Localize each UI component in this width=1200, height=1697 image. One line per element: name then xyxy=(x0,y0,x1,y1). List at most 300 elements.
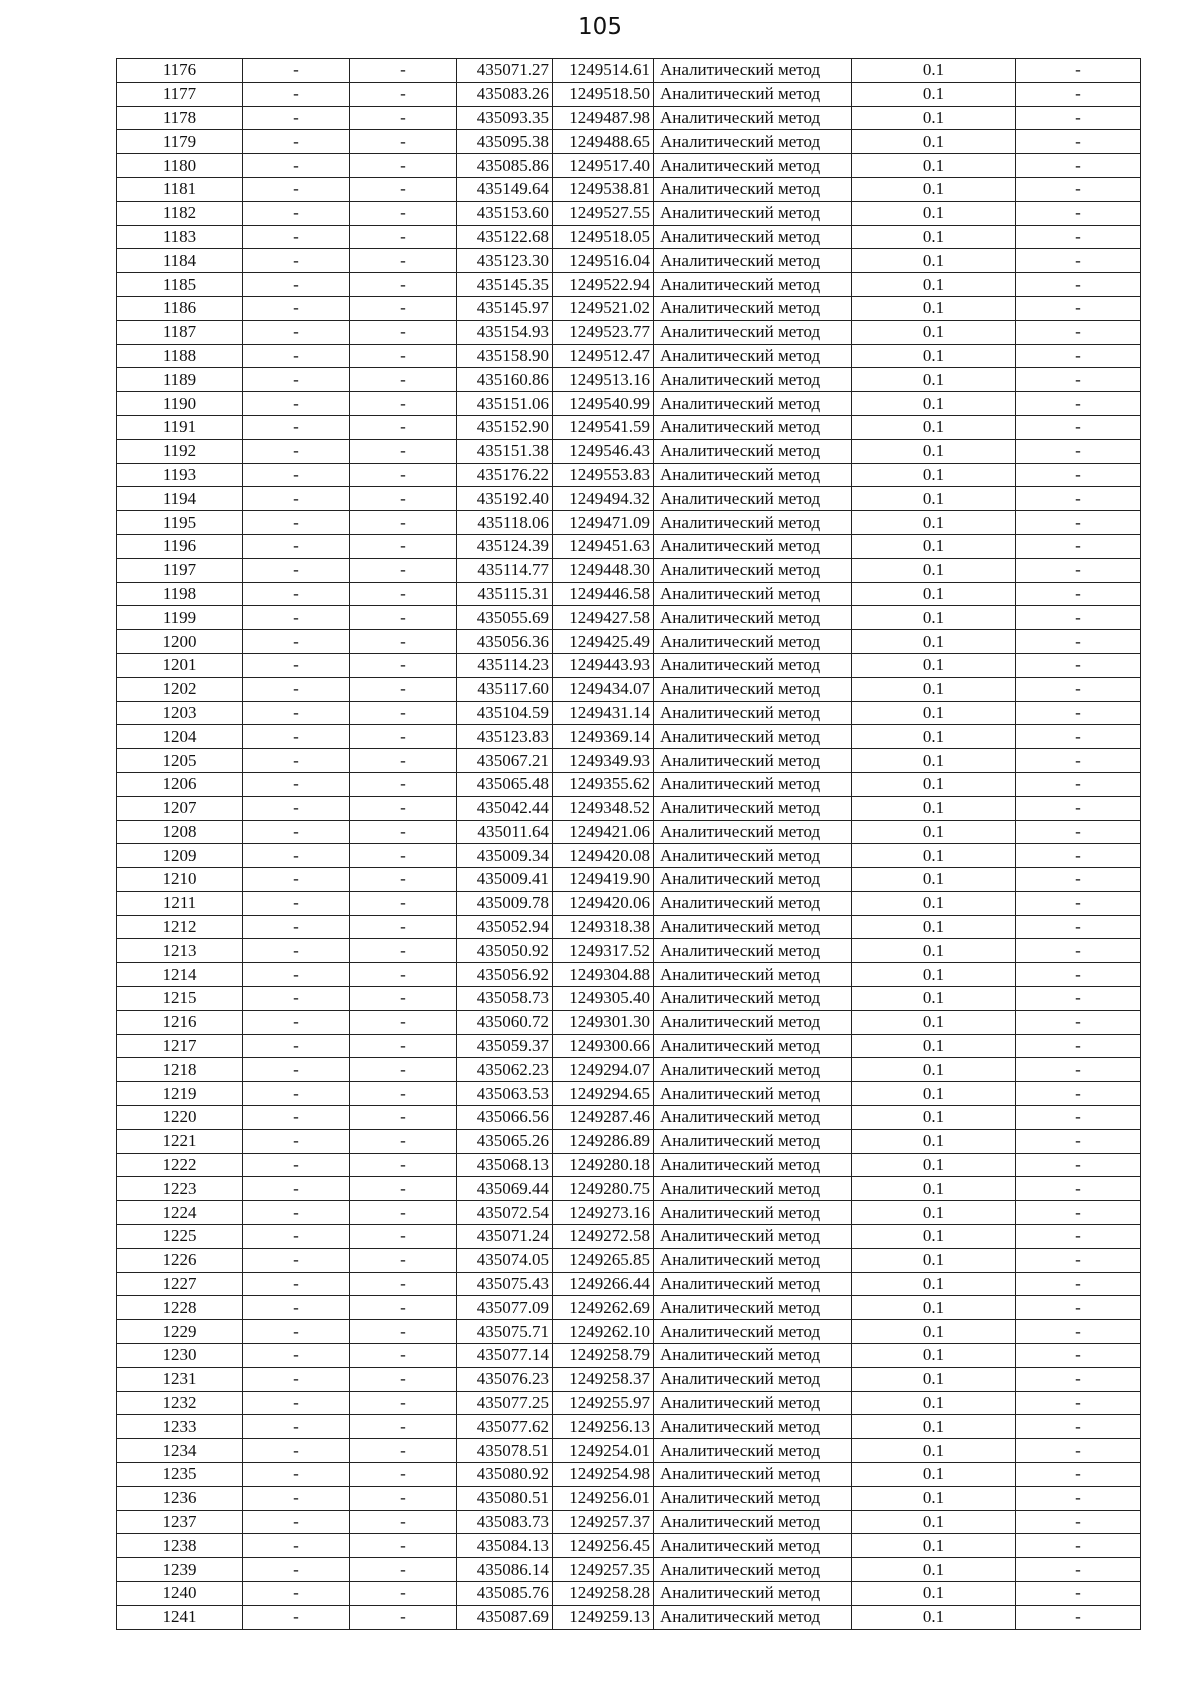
cell-col-2: - xyxy=(243,630,350,654)
cell-col-3: - xyxy=(350,1463,457,1487)
cell-point-number: 1178 xyxy=(117,106,243,130)
cell-col-2: - xyxy=(243,154,350,178)
table-row xyxy=(117,1058,1141,1082)
cell-accuracy: 0.1 xyxy=(852,725,1016,749)
cell-col-2: - xyxy=(243,368,350,392)
cell-point-number: 1187 xyxy=(117,320,243,344)
cell-accuracy: 0.1 xyxy=(852,487,1016,511)
table-row xyxy=(117,106,1141,130)
cell-point-number: 1210 xyxy=(117,868,243,892)
table-row xyxy=(117,1106,1141,1130)
cell-point-number: 1222 xyxy=(117,1153,243,1177)
cell-accuracy: 0.1 xyxy=(852,1106,1016,1130)
cell-method: Аналитический метод xyxy=(654,201,852,225)
cell-col-3: - xyxy=(350,630,457,654)
cell-col-2: - xyxy=(243,1320,350,1344)
cell-point-number: 1233 xyxy=(117,1415,243,1439)
cell-coord-x: 435060.72 xyxy=(457,1010,553,1034)
cell-accuracy: 0.1 xyxy=(852,1582,1016,1606)
cell-col-2: - xyxy=(243,1605,350,1629)
cell-coord-x: 435011.64 xyxy=(457,820,553,844)
cell-coord-x: 435154.93 xyxy=(457,320,553,344)
cell-col-8: - xyxy=(1016,273,1141,297)
cell-coord-y: 1249259.13 xyxy=(553,1605,654,1629)
cell-col-3: - xyxy=(350,1486,457,1510)
cell-col-8: - xyxy=(1016,701,1141,725)
cell-col-2: - xyxy=(243,987,350,1011)
cell-col-2: - xyxy=(243,511,350,535)
cell-col-2: - xyxy=(243,1486,350,1510)
cell-method: Аналитический метод xyxy=(654,939,852,963)
cell-point-number: 1212 xyxy=(117,915,243,939)
cell-coord-y: 1249258.79 xyxy=(553,1344,654,1368)
cell-col-2: - xyxy=(243,82,350,106)
page-number: 105 xyxy=(578,14,622,40)
cell-point-number: 1234 xyxy=(117,1439,243,1463)
cell-point-number: 1220 xyxy=(117,1106,243,1130)
cell-col-8: - xyxy=(1016,249,1141,273)
cell-col-3: - xyxy=(350,415,457,439)
cell-col-3: - xyxy=(350,534,457,558)
cell-method: Аналитический метод xyxy=(654,915,852,939)
cell-method: Аналитический метод xyxy=(654,1082,852,1106)
cell-col-2: - xyxy=(243,273,350,297)
cell-col-3: - xyxy=(350,392,457,416)
cell-col-2: - xyxy=(243,320,350,344)
cell-point-number: 1237 xyxy=(117,1510,243,1534)
cell-col-2: - xyxy=(243,1510,350,1534)
cell-coord-y: 1249301.30 xyxy=(553,1010,654,1034)
cell-accuracy: 0.1 xyxy=(852,1320,1016,1344)
cell-point-number: 1209 xyxy=(117,844,243,868)
cell-col-8: - xyxy=(1016,1582,1141,1606)
cell-point-number: 1211 xyxy=(117,891,243,915)
cell-col-2: - xyxy=(243,772,350,796)
cell-coord-y: 1249294.65 xyxy=(553,1082,654,1106)
cell-col-2: - xyxy=(243,891,350,915)
cell-method: Аналитический метод xyxy=(654,177,852,201)
cell-accuracy: 0.1 xyxy=(852,534,1016,558)
cell-col-8: - xyxy=(1016,463,1141,487)
cell-method: Аналитический метод xyxy=(654,1058,852,1082)
cell-point-number: 1207 xyxy=(117,796,243,820)
coordinates-table xyxy=(116,58,1141,1630)
cell-method: Аналитический метод xyxy=(654,725,852,749)
cell-coord-x: 435009.34 xyxy=(457,844,553,868)
cell-point-number: 1190 xyxy=(117,392,243,416)
cell-accuracy: 0.1 xyxy=(852,154,1016,178)
cell-method: Аналитический метод xyxy=(654,415,852,439)
cell-col-8: - xyxy=(1016,1534,1141,1558)
cell-point-number: 1221 xyxy=(117,1129,243,1153)
cell-coord-x: 435085.86 xyxy=(457,154,553,178)
cell-accuracy: 0.1 xyxy=(852,1558,1016,1582)
table-row xyxy=(117,1558,1141,1582)
cell-col-2: - xyxy=(243,1177,350,1201)
cell-coord-x: 435063.53 xyxy=(457,1082,553,1106)
cell-coord-y: 1249518.50 xyxy=(553,82,654,106)
cell-coord-x: 435085.76 xyxy=(457,1582,553,1606)
cell-accuracy: 0.1 xyxy=(852,606,1016,630)
cell-method: Аналитический метод xyxy=(654,630,852,654)
cell-col-8: - xyxy=(1016,1010,1141,1034)
cell-col-3: - xyxy=(350,439,457,463)
cell-col-8: - xyxy=(1016,820,1141,844)
cell-col-8: - xyxy=(1016,653,1141,677)
cell-accuracy: 0.1 xyxy=(852,1510,1016,1534)
cell-accuracy: 0.1 xyxy=(852,1415,1016,1439)
cell-coord-y: 1249517.40 xyxy=(553,154,654,178)
cell-col-2: - xyxy=(243,701,350,725)
table-row xyxy=(117,915,1141,939)
cell-col-3: - xyxy=(350,701,457,725)
table-row xyxy=(117,582,1141,606)
cell-accuracy: 0.1 xyxy=(852,225,1016,249)
cell-coord-y: 1249355.62 xyxy=(553,772,654,796)
cell-col-3: - xyxy=(350,106,457,130)
cell-accuracy: 0.1 xyxy=(852,987,1016,1011)
cell-col-3: - xyxy=(350,1272,457,1296)
cell-col-8: - xyxy=(1016,534,1141,558)
cell-col-2: - xyxy=(243,1034,350,1058)
cell-accuracy: 0.1 xyxy=(852,1082,1016,1106)
cell-accuracy: 0.1 xyxy=(852,1129,1016,1153)
cell-coord-x: 435055.69 xyxy=(457,606,553,630)
cell-coord-x: 435123.83 xyxy=(457,725,553,749)
cell-col-3: - xyxy=(350,1010,457,1034)
cell-col-8: - xyxy=(1016,511,1141,535)
cell-col-2: - xyxy=(243,534,350,558)
cell-point-number: 1197 xyxy=(117,558,243,582)
cell-col-8: - xyxy=(1016,606,1141,630)
cell-col-8: - xyxy=(1016,963,1141,987)
cell-col-3: - xyxy=(350,1534,457,1558)
cell-coord-x: 435118.06 xyxy=(457,511,553,535)
cell-col-3: - xyxy=(350,344,457,368)
cell-col-8: - xyxy=(1016,1058,1141,1082)
cell-col-8: - xyxy=(1016,1272,1141,1296)
cell-coord-x: 435083.26 xyxy=(457,82,553,106)
cell-point-number: 1215 xyxy=(117,987,243,1011)
cell-col-3: - xyxy=(350,1034,457,1058)
cell-coord-y: 1249272.58 xyxy=(553,1225,654,1249)
cell-coord-x: 435065.26 xyxy=(457,1129,553,1153)
cell-coord-x: 435153.60 xyxy=(457,201,553,225)
cell-col-3: - xyxy=(350,1605,457,1629)
cell-method: Аналитический метод xyxy=(654,1344,852,1368)
cell-col-3: - xyxy=(350,487,457,511)
cell-col-8: - xyxy=(1016,392,1141,416)
cell-col-8: - xyxy=(1016,106,1141,130)
cell-col-8: - xyxy=(1016,1486,1141,1510)
cell-col-2: - xyxy=(243,130,350,154)
cell-coord-y: 1249257.37 xyxy=(553,1510,654,1534)
cell-coord-y: 1249540.99 xyxy=(553,392,654,416)
table-row xyxy=(117,1582,1141,1606)
cell-coord-x: 435145.35 xyxy=(457,273,553,297)
cell-coord-x: 435050.92 xyxy=(457,939,553,963)
table-row xyxy=(117,891,1141,915)
cell-coord-x: 435123.30 xyxy=(457,249,553,273)
cell-col-8: - xyxy=(1016,891,1141,915)
cell-col-2: - xyxy=(243,677,350,701)
cell-coord-x: 435095.38 xyxy=(457,130,553,154)
cell-accuracy: 0.1 xyxy=(852,249,1016,273)
cell-method: Аналитический метод xyxy=(654,296,852,320)
cell-method: Аналитический метод xyxy=(654,1296,852,1320)
cell-col-2: - xyxy=(243,1129,350,1153)
cell-coord-x: 435056.92 xyxy=(457,963,553,987)
cell-col-8: - xyxy=(1016,558,1141,582)
cell-method: Аналитический метод xyxy=(654,1177,852,1201)
cell-method: Аналитический метод xyxy=(654,392,852,416)
cell-col-8: - xyxy=(1016,154,1141,178)
cell-coord-x: 435075.43 xyxy=(457,1272,553,1296)
cell-method: Аналитический метод xyxy=(654,225,852,249)
cell-coord-y: 1249317.52 xyxy=(553,939,654,963)
cell-coord-y: 1249471.09 xyxy=(553,511,654,535)
cell-accuracy: 0.1 xyxy=(852,749,1016,773)
cell-coord-x: 435151.38 xyxy=(457,439,553,463)
cell-coord-x: 435074.05 xyxy=(457,1248,553,1272)
cell-col-8: - xyxy=(1016,1248,1141,1272)
cell-coord-x: 435152.90 xyxy=(457,415,553,439)
cell-accuracy: 0.1 xyxy=(852,320,1016,344)
cell-coord-y: 1249514.61 xyxy=(553,59,654,83)
cell-col-3: - xyxy=(350,59,457,83)
cell-coord-x: 435077.62 xyxy=(457,1415,553,1439)
cell-col-2: - xyxy=(243,1153,350,1177)
table-row xyxy=(117,392,1141,416)
cell-coord-y: 1249553.83 xyxy=(553,463,654,487)
cell-method: Аналитический метод xyxy=(654,1129,852,1153)
cell-point-number: 1184 xyxy=(117,249,243,273)
cell-accuracy: 0.1 xyxy=(852,201,1016,225)
cell-col-8: - xyxy=(1016,439,1141,463)
cell-col-8: - xyxy=(1016,1367,1141,1391)
cell-point-number: 1240 xyxy=(117,1582,243,1606)
cell-coord-y: 1249487.98 xyxy=(553,106,654,130)
cell-coord-x: 435069.44 xyxy=(457,1177,553,1201)
cell-col-3: - xyxy=(350,1129,457,1153)
cell-col-2: - xyxy=(243,1582,350,1606)
table-row xyxy=(117,868,1141,892)
cell-accuracy: 0.1 xyxy=(852,630,1016,654)
cell-coord-y: 1249446.58 xyxy=(553,582,654,606)
cell-point-number: 1214 xyxy=(117,963,243,987)
cell-coord-x: 435056.36 xyxy=(457,630,553,654)
cell-coord-x: 435067.21 xyxy=(457,749,553,773)
cell-point-number: 1241 xyxy=(117,1605,243,1629)
cell-col-2: - xyxy=(243,1415,350,1439)
cell-coord-y: 1249300.66 xyxy=(553,1034,654,1058)
cell-col-8: - xyxy=(1016,415,1141,439)
table-row xyxy=(117,772,1141,796)
table-row xyxy=(117,1344,1141,1368)
cell-coord-x: 435078.51 xyxy=(457,1439,553,1463)
cell-coord-x: 435084.13 xyxy=(457,1534,553,1558)
table-row xyxy=(117,487,1141,511)
cell-col-3: - xyxy=(350,963,457,987)
cell-col-8: - xyxy=(1016,868,1141,892)
table-row xyxy=(117,1367,1141,1391)
cell-coord-x: 435122.68 xyxy=(457,225,553,249)
cell-col-8: - xyxy=(1016,582,1141,606)
cell-accuracy: 0.1 xyxy=(852,106,1016,130)
cell-accuracy: 0.1 xyxy=(852,820,1016,844)
cell-col-8: - xyxy=(1016,1415,1141,1439)
cell-coord-y: 1249527.55 xyxy=(553,201,654,225)
cell-method: Аналитический метод xyxy=(654,1201,852,1225)
cell-col-8: - xyxy=(1016,1558,1141,1582)
cell-accuracy: 0.1 xyxy=(852,939,1016,963)
cell-col-8: - xyxy=(1016,1225,1141,1249)
cell-method: Аналитический метод xyxy=(654,844,852,868)
cell-point-number: 1202 xyxy=(117,677,243,701)
cell-coord-x: 435065.48 xyxy=(457,772,553,796)
cell-col-3: - xyxy=(350,1320,457,1344)
cell-accuracy: 0.1 xyxy=(852,439,1016,463)
cell-point-number: 1225 xyxy=(117,1225,243,1249)
cell-coord-y: 1249256.01 xyxy=(553,1486,654,1510)
cell-coord-y: 1249431.14 xyxy=(553,701,654,725)
cell-col-8: - xyxy=(1016,296,1141,320)
cell-col-3: - xyxy=(350,201,457,225)
cell-accuracy: 0.1 xyxy=(852,1201,1016,1225)
cell-coord-y: 1249421.06 xyxy=(553,820,654,844)
cell-coord-y: 1249420.06 xyxy=(553,891,654,915)
table-row xyxy=(117,749,1141,773)
cell-coord-y: 1249546.43 xyxy=(553,439,654,463)
cell-method: Аналитический метод xyxy=(654,82,852,106)
table-row xyxy=(117,1486,1141,1510)
cell-col-3: - xyxy=(350,1415,457,1439)
cell-coord-y: 1249273.16 xyxy=(553,1201,654,1225)
cell-col-2: - xyxy=(243,1058,350,1082)
cell-accuracy: 0.1 xyxy=(852,677,1016,701)
cell-coord-y: 1249254.98 xyxy=(553,1463,654,1487)
cell-coord-y: 1249513.16 xyxy=(553,368,654,392)
table-row xyxy=(117,606,1141,630)
cell-coord-x: 435151.06 xyxy=(457,392,553,416)
cell-col-3: - xyxy=(350,820,457,844)
cell-col-2: - xyxy=(243,939,350,963)
cell-accuracy: 0.1 xyxy=(852,582,1016,606)
cell-coord-x: 435042.44 xyxy=(457,796,553,820)
cell-col-3: - xyxy=(350,1106,457,1130)
cell-method: Аналитический метод xyxy=(654,1391,852,1415)
cell-point-number: 1238 xyxy=(117,1534,243,1558)
table-row xyxy=(117,630,1141,654)
cell-accuracy: 0.1 xyxy=(852,130,1016,154)
cell-coord-x: 435087.69 xyxy=(457,1605,553,1629)
cell-col-3: - xyxy=(350,154,457,178)
table-row xyxy=(117,1415,1141,1439)
cell-accuracy: 0.1 xyxy=(852,1153,1016,1177)
cell-col-3: - xyxy=(350,273,457,297)
cell-coord-y: 1249266.44 xyxy=(553,1272,654,1296)
cell-coord-y: 1249434.07 xyxy=(553,677,654,701)
table-row xyxy=(117,82,1141,106)
cell-point-number: 1183 xyxy=(117,225,243,249)
cell-point-number: 1199 xyxy=(117,606,243,630)
cell-coord-x: 435062.23 xyxy=(457,1058,553,1082)
cell-col-3: - xyxy=(350,653,457,677)
cell-method: Аналитический метод xyxy=(654,1605,852,1629)
cell-col-3: - xyxy=(350,891,457,915)
cell-point-number: 1235 xyxy=(117,1463,243,1487)
cell-col-3: - xyxy=(350,1153,457,1177)
cell-accuracy: 0.1 xyxy=(852,915,1016,939)
cell-coord-x: 435009.78 xyxy=(457,891,553,915)
table-row xyxy=(117,1129,1141,1153)
cell-point-number: 1226 xyxy=(117,1248,243,1272)
cell-point-number: 1193 xyxy=(117,463,243,487)
cell-col-3: - xyxy=(350,987,457,1011)
cell-method: Аналитический метод xyxy=(654,868,852,892)
cell-coord-y: 1249494.32 xyxy=(553,487,654,511)
table-row xyxy=(117,1439,1141,1463)
cell-method: Аналитический метод xyxy=(654,891,852,915)
cell-accuracy: 0.1 xyxy=(852,653,1016,677)
table-row xyxy=(117,201,1141,225)
cell-point-number: 1208 xyxy=(117,820,243,844)
cell-col-8: - xyxy=(1016,844,1141,868)
cell-coord-x: 435071.24 xyxy=(457,1225,553,1249)
cell-col-8: - xyxy=(1016,1391,1141,1415)
cell-method: Аналитический метод xyxy=(654,1486,852,1510)
cell-col-2: - xyxy=(243,106,350,130)
cell-coord-y: 1249522.94 xyxy=(553,273,654,297)
cell-coord-y: 1249518.05 xyxy=(553,225,654,249)
cell-col-3: - xyxy=(350,677,457,701)
cell-method: Аналитический метод xyxy=(654,534,852,558)
cell-coord-x: 435115.31 xyxy=(457,582,553,606)
cell-coord-x: 435075.71 xyxy=(457,1320,553,1344)
cell-method: Аналитический метод xyxy=(654,653,852,677)
table-row xyxy=(117,1605,1141,1629)
cell-point-number: 1194 xyxy=(117,487,243,511)
cell-point-number: 1176 xyxy=(117,59,243,83)
cell-coord-x: 435192.40 xyxy=(457,487,553,511)
cell-col-2: - xyxy=(243,1010,350,1034)
cell-col-8: - xyxy=(1016,59,1141,83)
cell-accuracy: 0.1 xyxy=(852,772,1016,796)
cell-col-3: - xyxy=(350,868,457,892)
cell-col-2: - xyxy=(243,1082,350,1106)
cell-point-number: 1218 xyxy=(117,1058,243,1082)
cell-method: Аналитический метод xyxy=(654,820,852,844)
cell-point-number: 1186 xyxy=(117,296,243,320)
cell-col-2: - xyxy=(243,558,350,582)
cell-point-number: 1198 xyxy=(117,582,243,606)
cell-coord-y: 1249523.77 xyxy=(553,320,654,344)
table-row xyxy=(117,1296,1141,1320)
cell-coord-y: 1249419.90 xyxy=(553,868,654,892)
cell-col-2: - xyxy=(243,439,350,463)
cell-coord-y: 1249420.08 xyxy=(553,844,654,868)
cell-col-2: - xyxy=(243,653,350,677)
cell-accuracy: 0.1 xyxy=(852,1367,1016,1391)
cell-method: Аналитический метод xyxy=(654,511,852,535)
cell-method: Аналитический метод xyxy=(654,1582,852,1606)
cell-col-8: - xyxy=(1016,1463,1141,1487)
table-row xyxy=(117,177,1141,201)
cell-method: Аналитический метод xyxy=(654,1034,852,1058)
table-row xyxy=(117,296,1141,320)
cell-coord-y: 1249254.01 xyxy=(553,1439,654,1463)
cell-col-3: - xyxy=(350,1177,457,1201)
